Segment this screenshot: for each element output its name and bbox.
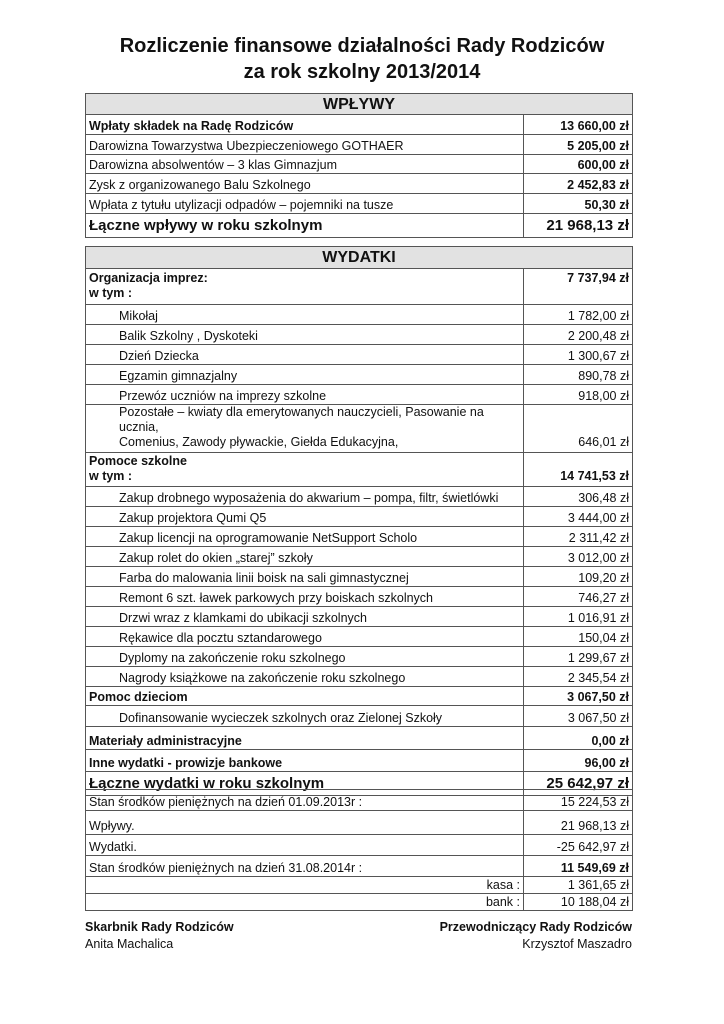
income-total-label: Łączne wpływy w roku szkolnym	[86, 214, 524, 238]
income-label: Wpłaty składek na Radę Rodziców	[86, 115, 524, 135]
item-label: Zakup drobnego wyposażenia do akwarium – pompa, filtr, świetlówki	[86, 487, 524, 507]
table-row	[86, 835, 633, 856]
item-amount: 2 200,48 zł	[524, 325, 633, 345]
item-label: Zakup licencji na oprogramowanie NetSupport Scholo	[86, 527, 524, 547]
category-amount: 14 741,53 zł	[524, 453, 633, 487]
table-row	[86, 667, 633, 687]
treasurer-signature	[85, 919, 234, 953]
table-row	[86, 877, 633, 894]
expenses-table	[85, 246, 633, 796]
income-table	[85, 93, 633, 238]
table-row	[86, 647, 633, 667]
balance-table	[85, 789, 633, 911]
item-amount: 1 300,67 zł	[524, 345, 633, 365]
income-amount: 2 452,83 zł	[524, 174, 633, 194]
balance-amount: 15 224,53 zł	[524, 790, 633, 811]
table-row	[86, 547, 633, 567]
table-row	[86, 385, 633, 405]
balance-amount: 10 188,04 zł	[524, 894, 633, 911]
table-row	[86, 305, 633, 325]
expenses-total-amount: 25 642,97 zł	[524, 772, 633, 796]
category-amount: 3 067,50 zł	[524, 687, 633, 706]
table-row	[86, 507, 633, 527]
item-label: Przewóz uczniów na imprezy szkolne	[86, 385, 524, 405]
income-label: Darowizna Towarzystwa Ubezpieczeniowego GOTHAER	[86, 135, 524, 155]
page-title: Rozliczenie finansowe działalności Rady Rodziców	[119, 35, 605, 57]
expenses-total-label: Łączne wydatki w roku szkolnym	[86, 772, 524, 796]
balance-label: kasa :	[86, 877, 524, 894]
page-subtitle: za rok szkolny 2013/2014	[243, 61, 481, 83]
item-label: Nagrody książkowe na zakończenie roku szkolnego	[86, 667, 524, 687]
category-row	[86, 687, 633, 706]
item-amount: 3 444,00 zł	[524, 507, 633, 527]
table-row	[86, 627, 633, 647]
chairman-name: Krzysztof Maszadro	[522, 937, 632, 951]
chairman-signature	[440, 919, 632, 953]
table-row	[86, 135, 633, 155]
item-amount: 1 782,00 zł	[524, 305, 633, 325]
item-label: Dzień Dziecka	[86, 345, 524, 365]
item-amount: 918,00 zł	[524, 385, 633, 405]
table-row	[86, 487, 633, 507]
item-amount: 746,27 zł	[524, 587, 633, 607]
income-label: Darowizna absolwentów – 3 klas Gimnazjum	[86, 155, 524, 174]
balance-amount: 1 361,65 zł	[524, 877, 633, 894]
income-label: Zysk z organizowanego Balu Szkolnego	[86, 174, 524, 194]
income-amount: 600,00 zł	[524, 155, 633, 174]
table-row	[86, 607, 633, 627]
income-amount: 5 205,00 zł	[524, 135, 633, 155]
item-label: Zakup rolet do okien „starej” szkoły	[86, 547, 524, 567]
table-row	[86, 527, 633, 547]
item-label: Rękawice dla pocztu sztandarowego	[86, 627, 524, 647]
income-total-amount: 21 968,13 zł	[524, 214, 633, 238]
table-row	[86, 811, 633, 835]
treasurer-name: Anita Machalica	[85, 937, 174, 951]
balance-label: Stan środków pieniężnych na dzień 01.09.2013r :	[86, 790, 524, 811]
item-label: Zakup projektora Qumi Q5	[86, 507, 524, 527]
item-label: Balik Szkolny , Dyskoteki	[86, 325, 524, 345]
table-row	[86, 365, 633, 385]
balance-label: Wpływy.	[86, 811, 524, 835]
balance-label: Wydatki.	[86, 835, 524, 856]
category-amount: 7 737,94 zł	[524, 269, 633, 305]
item-label: Drzwi wraz z klamkami do ubikacji szkolnych	[86, 607, 524, 627]
item-amount: 2 345,54 zł	[524, 667, 633, 687]
item-amount: 306,48 zł	[524, 487, 633, 507]
category-label: Inne wydatki - prowizje bankowe	[86, 750, 524, 772]
item-amount: 3 012,00 zł	[524, 547, 633, 567]
table-row	[86, 790, 633, 811]
table-row	[86, 587, 633, 607]
balance-label: Stan środków pieniężnych na dzień 31.08.2014r :	[86, 856, 524, 877]
item-amount: 2 311,42 zł	[524, 527, 633, 547]
table-row	[86, 155, 633, 174]
table-row	[86, 405, 633, 453]
table-row	[86, 567, 633, 587]
income-amount: 50,30 zł	[524, 194, 633, 214]
category-label: Organizacja imprez: w tym :	[86, 269, 524, 305]
item-label: Pozostałe – kwiaty dla emerytowanych nauczycieli, Pasowanie na ucznia, Comenius, Zawody pływackie, Giełda Edukacyjna,	[86, 405, 524, 453]
category-amount: 96,00 zł	[524, 750, 633, 772]
item-label: Dofinansowanie wycieczek szkolnych oraz Zielonej Szkoły	[86, 706, 524, 727]
income-total-row	[86, 214, 633, 238]
category-label: Pomoc dzieciom	[86, 687, 524, 706]
table-row	[86, 325, 633, 345]
category-label: Pomoce szkolne w tym :	[86, 453, 524, 487]
income-header: WPŁYWY	[86, 94, 633, 115]
income-amount: 13 660,00 zł	[524, 115, 633, 135]
table-row	[86, 345, 633, 365]
chairman-role: Przewodniczący Rady Rodziców	[439, 920, 632, 934]
income-label: Wpłata z tytułu utylizacji odpadów – pojemniki na tusze	[86, 194, 524, 214]
item-amount: 150,04 zł	[524, 627, 633, 647]
balance-amount: 21 968,13 zł	[524, 811, 633, 835]
table-row	[86, 194, 633, 214]
table-row	[86, 174, 633, 194]
table-row	[86, 706, 633, 727]
balance-amount: -25 642,97 zł	[524, 835, 633, 856]
balance-label: bank :	[86, 894, 524, 911]
item-amount: 890,78 zł	[524, 365, 633, 385]
balance-amount: 11 549,69 zł	[524, 856, 633, 877]
item-label: Farba do malowania linii boisk na sali gimnastycznej	[86, 567, 524, 587]
item-label: Remont 6 szt. ławek parkowych przy boiskach szkolnych	[86, 587, 524, 607]
category-row	[86, 453, 633, 487]
category-label: Materiały administracyjne	[86, 727, 524, 750]
item-label: Mikołaj	[86, 305, 524, 325]
table-row	[86, 894, 633, 911]
item-label: Dyplomy na zakończenie roku szkolnego	[86, 647, 524, 667]
category-row	[86, 750, 633, 772]
item-amount: 3 067,50 zł	[524, 706, 633, 727]
item-amount: 109,20 zł	[524, 567, 633, 587]
treasurer-role: Skarbnik Rady Rodziców	[85, 920, 234, 934]
category-row	[86, 269, 633, 305]
table-row	[86, 856, 633, 877]
item-amount: 646,01 zł	[524, 405, 633, 453]
category-amount: 0,00 zł	[524, 727, 633, 750]
category-row	[86, 727, 633, 750]
item-label: Egzamin gimnazjalny	[86, 365, 524, 385]
table-row	[86, 115, 633, 135]
item-amount: 1 016,91 zł	[524, 607, 633, 627]
expenses-header: WYDATKI	[86, 247, 633, 269]
item-amount: 1 299,67 zł	[524, 647, 633, 667]
